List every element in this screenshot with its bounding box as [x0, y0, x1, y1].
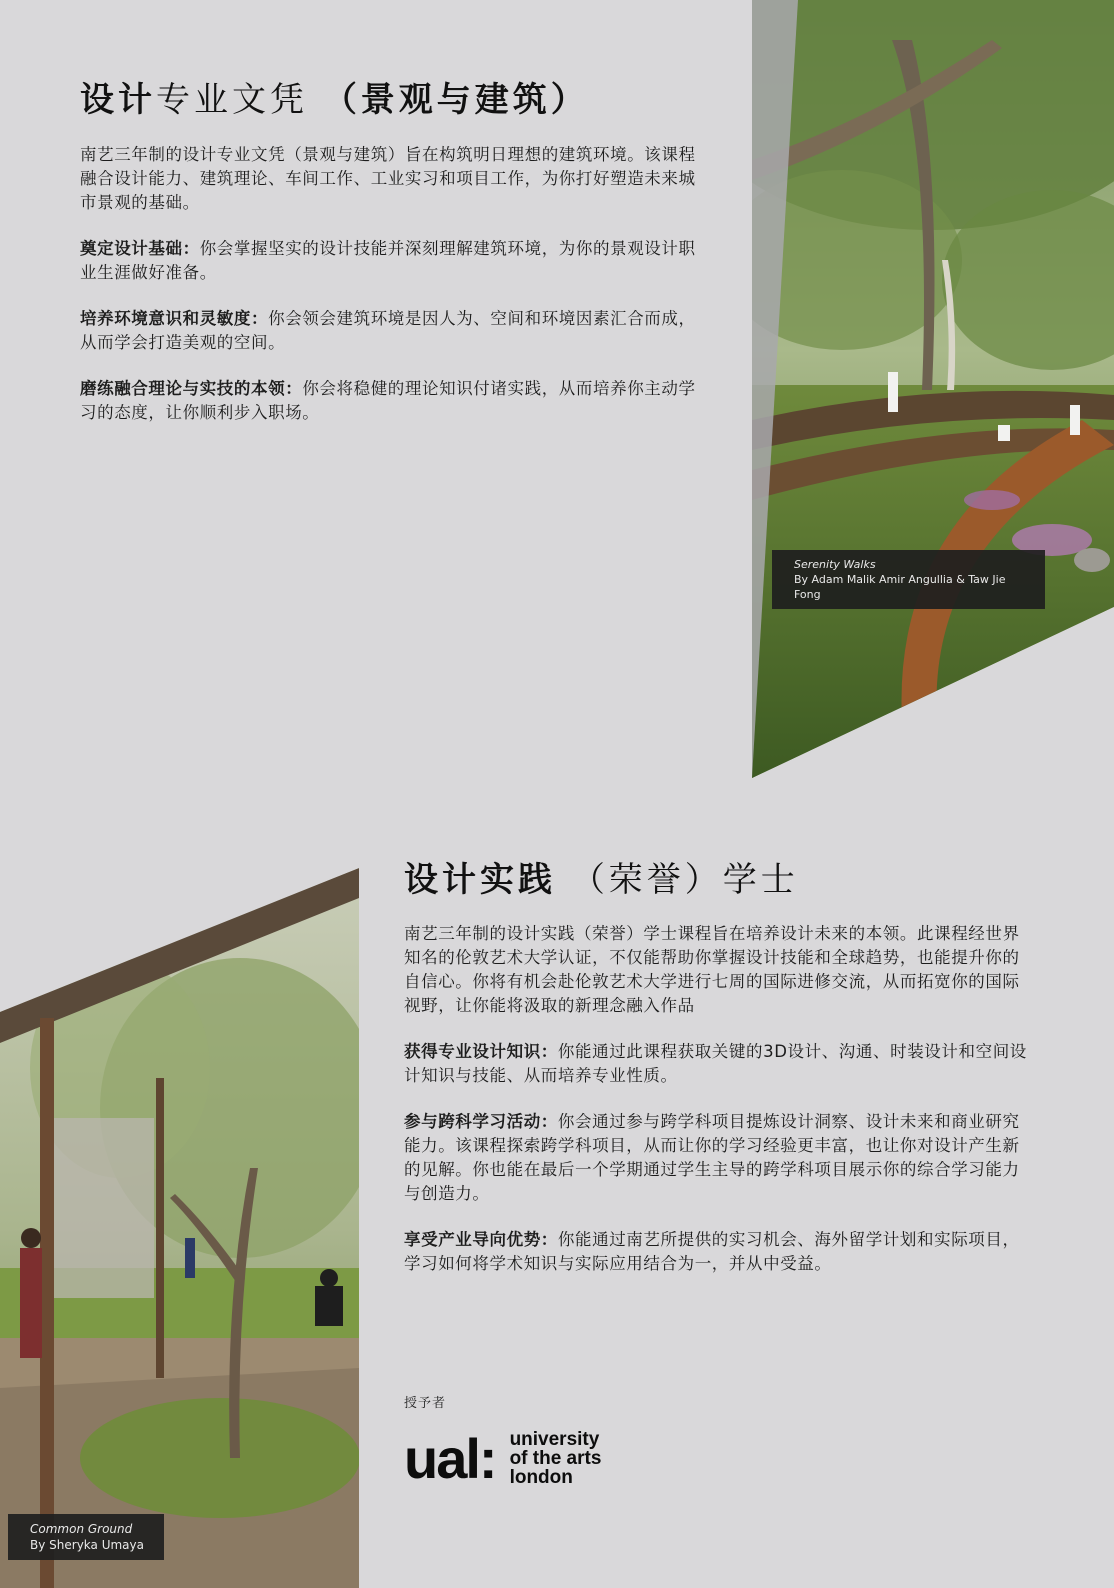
point-text: 你会通过参与跨学科项目提炼设计洞察、设计未来和商业研究能力。该课程探索跨学科项目，从而让你的学习经验更丰富，也让你对设计产生新的见解。你也能在最后一个学期通过学生主导的跨学科项目展示你的综合学习能力与创造力。 — [404, 1112, 1020, 1203]
section1-body — [80, 143, 710, 447]
section1-title — [80, 72, 589, 121]
ual-logo-mark: ual: — [404, 1426, 496, 1490]
logo-line: university — [509, 1429, 600, 1450]
title-paren: （景观与建筑） — [322, 80, 589, 120]
point-text: 你会掌握坚实的设计技能并深刻理解建筑环境，为你的景观设计职业生涯做好准备。 — [80, 239, 696, 282]
title-rest: （荣誉）学士 — [570, 860, 799, 900]
point-heading: 奠定设计基础： — [80, 239, 200, 258]
section1-point — [80, 237, 710, 285]
serenity-walks-caption — [772, 550, 1045, 609]
section2-body — [404, 922, 1036, 1298]
point-heading: 参与跨科学习活动： — [404, 1112, 558, 1131]
title-bold: 设计 — [80, 80, 156, 120]
point-text: 你能通过此课程获取关键的3D设计、沟通、时装设计和空间设计知识与技能、从而培养专业性质。 — [404, 1042, 1027, 1085]
section2-point — [404, 1040, 1036, 1088]
ual-logo — [404, 1426, 602, 1490]
logo-line: london — [509, 1467, 573, 1488]
section1-point — [80, 307, 710, 355]
point-heading: 享受产业导向优势： — [404, 1230, 558, 1249]
caption-title: Common Ground — [30, 1522, 133, 1536]
point-heading: 磨练融合理论与实技的本领： — [80, 379, 303, 398]
caption-author: By Sheryka Umaya — [30, 1538, 144, 1552]
serenity-walks-image — [752, 0, 1114, 778]
point-heading: 培养环境意识和灵敏度： — [80, 309, 269, 328]
common-ground-image — [0, 868, 359, 1588]
section2-title — [404, 852, 799, 901]
common-ground-caption — [8, 1514, 164, 1560]
section2-point — [404, 1110, 1036, 1206]
point-text: 你会将稳健的理论知识付诸实践，从而培养你主动学习的态度，让你顺利步入职场。 — [80, 379, 696, 422]
section1-intro: 南艺三年制的设计专业文凭（景观与建筑）旨在构筑明日理想的建筑环境。该课程融合设计能力、建筑理论、车间工作、工业实习和项目工作，为你打好塑造未来城市景观的基础。 — [80, 145, 696, 212]
awarded-by-label: 授予者 — [404, 1396, 447, 1411]
caption-title: Serenity Walks — [794, 558, 876, 571]
section2-intro: 南艺三年制的设计实践（荣誉）学士课程旨在培养设计未来的本领。此课程经世界知名的伦敦艺术大学认证，不仅能帮助你掌握设计技能和全球趋势，也能提升你的自信心。你将有机会赴伦敦艺术大学进行七周的国际进修交流，从而拓宽你的国际视野，让你能将汲取的新理念融入作品 — [404, 924, 1020, 1015]
point-text: 你会领会建筑环境是因人为、空间和环境因素汇合而成，从而学会打造美观的空间。 — [80, 309, 696, 352]
title-rest: 专业文凭 — [156, 80, 308, 120]
ual-logo-text — [510, 1430, 602, 1487]
point-text: 你能通过南艺所提供的实习机会、海外留学计划和实际项目，学习如何将学术知识与实际应用结合为一，并从中受益。 — [404, 1230, 1020, 1273]
title-bold: 设计实践 — [404, 860, 556, 900]
section1-point — [80, 377, 710, 425]
caption-author: By Adam Malik Amir Angullia & Taw Jie Fong — [794, 573, 1006, 601]
section2-point — [404, 1228, 1036, 1276]
point-heading: 获得专业设计知识： — [404, 1042, 558, 1061]
logo-line: of the arts — [509, 1448, 602, 1469]
